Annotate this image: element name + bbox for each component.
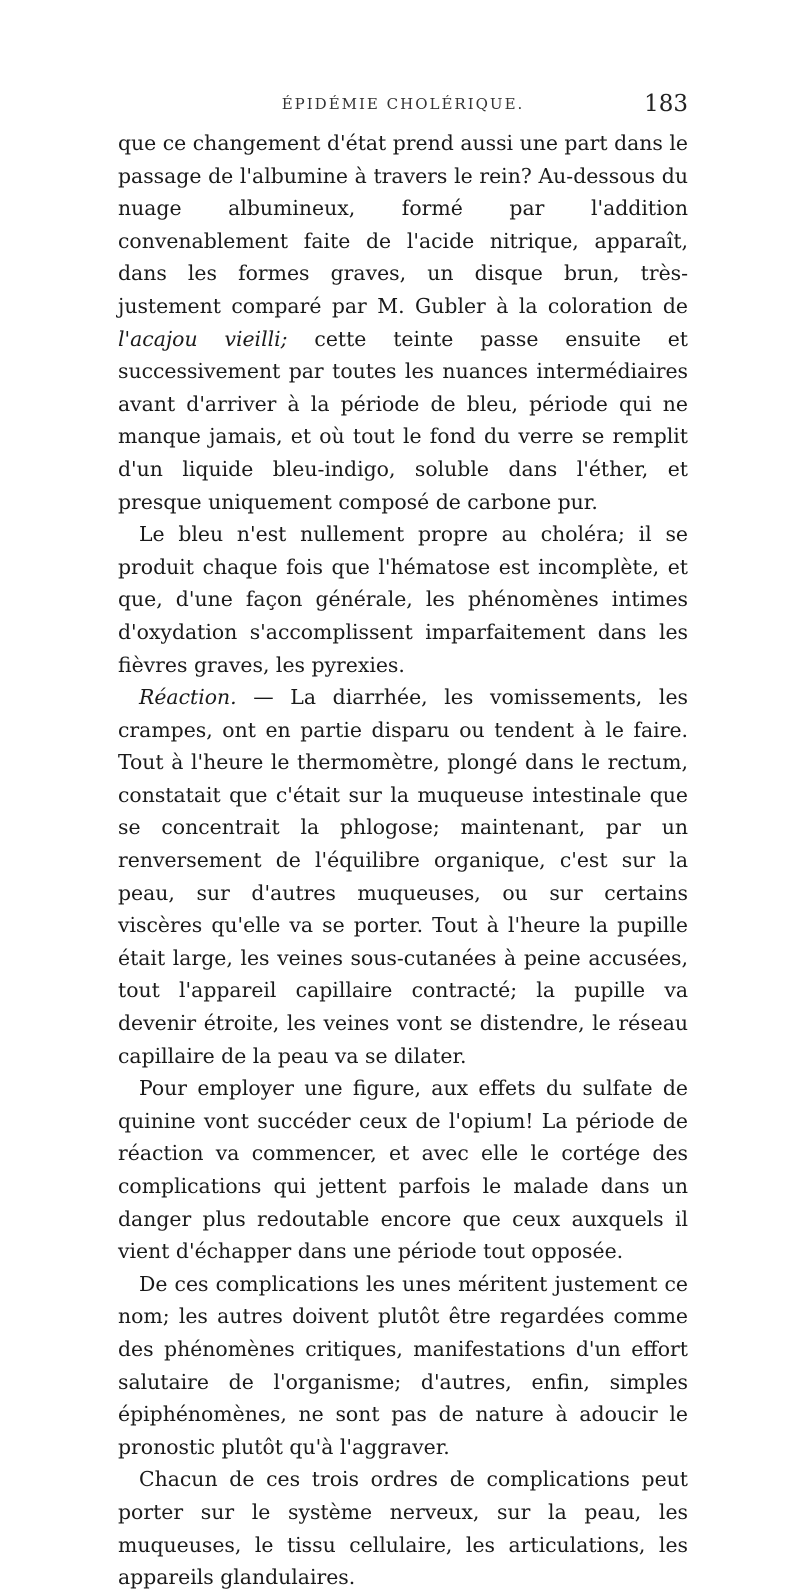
- body-text: [118, 127, 688, 1594]
- paragraph: [118, 518, 688, 681]
- paragraph: [118, 1072, 688, 1268]
- paragraph-text: — La diarrhée, les vomissements, les crampes, ont en partie disparu ou tendent à le faire. Tout à l'heure le thermomètre, plongé dans le rectum, constatait que c'était sur la muqueuse intestinale que se concentrait la phlogose; maintenant, par un renversement de l'équilibre organique, c'est sur la peau, sur d'autres muqueuses, ou sur certains viscères qu'elle va se porter. Tout à l'heure la pupille était large, les veines sous-cutanées à peine accusées, tout l'appareil capillaire contracté; la pupille va devenir étroite, les veines vont se distendre, le réseau capillaire de la peau va se dilater.: [118, 685, 688, 1068]
- paragraph: [118, 1268, 688, 1464]
- paragraph-text: Pour employer une figure, aux effets du sulfate de quinine vont succéder ceux de l'opium! La période de réaction va commencer, et avec elle le cortége des complications qui jettent parfois le malade dans un danger plus redoutable encore que ceux auxquels il vient d'échapper dans une période tout opposée.: [118, 1076, 688, 1264]
- paragraph-text: que ce changement d'état prend aussi une part dans le passage de l'albumine à travers le rein? Au-dessous du nuage albumineux, formé par l'addition convenablement faite de l'acide nitrique, apparaît, dans les formes graves, un disque brun, très-justement comparé par M. Gubler à la coloration de: [118, 131, 688, 318]
- paragraph-reaction: [118, 681, 688, 1072]
- section-heading: Réaction.: [139, 685, 237, 710]
- paragraph: [118, 1463, 688, 1593]
- paragraph-text: Chacun de ces trois ordres de complications peut porter sur le système nerveux, sur la peau, les muqueuses, le tissu cellulaire, les articulations, les appareils glandulaires.: [118, 1467, 688, 1590]
- paragraph-text: Le bleu n'est nullement propre au choléra; il se produit chaque fois que l'hématose est incomplète, et que, d'une façon générale, les phénomènes intimes d'oxydation s'accomplissent imparfaitement dans les fièvres graves, les pyrexies.: [118, 522, 688, 677]
- page-number: 183: [644, 91, 688, 117]
- page-header: [118, 91, 688, 119]
- paragraph-text: De ces complications les unes méritent justement ce nom; les autres doivent plutôt être regardées comme des phénomènes critiques, manifestations d'un effort salutaire de l'organisme; d'autres, enfin, simples épiphénomènes, ne sont pas de nature à adoucir le pronostic plutôt qu'à l'aggraver.: [118, 1271, 688, 1459]
- italic-term: l'acajou vieilli;: [118, 326, 288, 351]
- paragraph-continuation: [118, 127, 688, 518]
- running-title: ÉPIDÉMIE CHOLÉRIQUE.: [281, 95, 525, 113]
- paragraph-text: cette teinte passe ensuite et successivement par toutes les nuances intermédiaires avant d'arriver à la période de bleu, période qui ne manque jamais, et où tout le fond du verre se remplit d'un liquide bleu-indigo, soluble dans l'éther, et presque uniquement composé de carbone pur.: [118, 326, 689, 514]
